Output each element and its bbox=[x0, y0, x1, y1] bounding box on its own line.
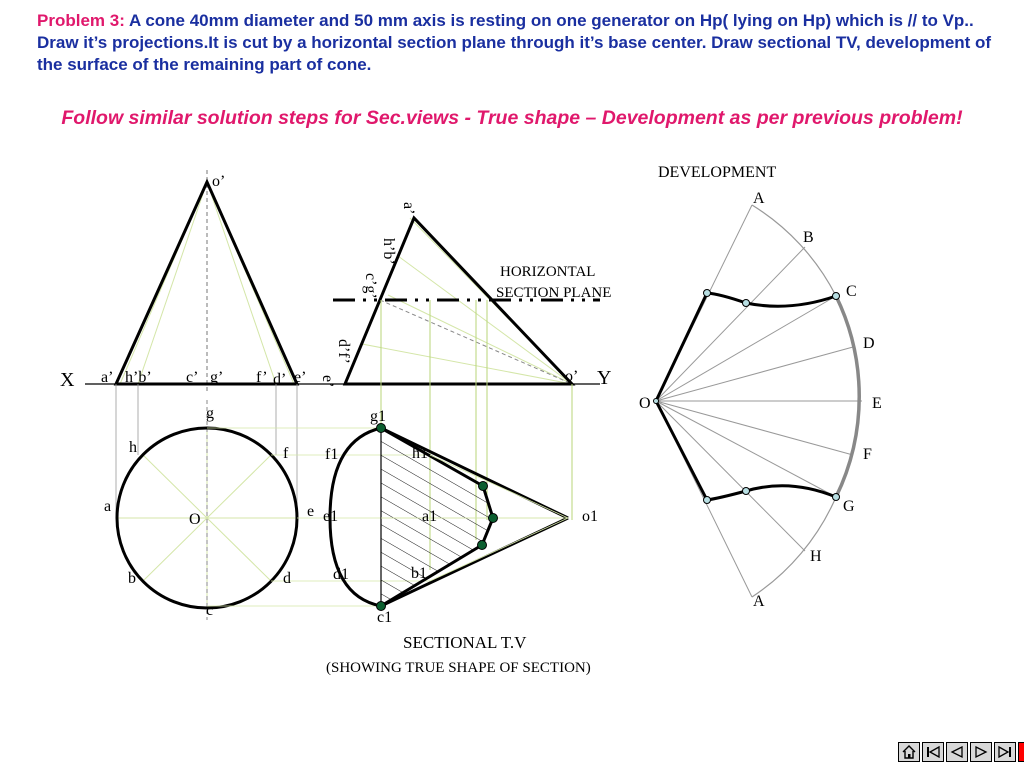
dev-label-B: B bbox=[803, 229, 814, 246]
label-apex: o’ bbox=[212, 173, 226, 190]
tv-label-d: d bbox=[283, 570, 291, 587]
label-hb: h’b’ bbox=[125, 369, 152, 386]
development-view bbox=[654, 205, 863, 597]
tilt-label-apex: o’ bbox=[565, 368, 579, 385]
home-button[interactable] bbox=[898, 742, 920, 762]
label-e: e’ bbox=[294, 369, 307, 386]
dev-label-D: D bbox=[863, 335, 875, 352]
problem-text: A cone 40mm diameter and 50 mm axis is resting on one generator on Hp( lying on Hp) which is // to Vp.. Draw it’s projections.It is cut by a horizontal section plane through it’s base center. Draw sectional TV, development of the surface of the remaining part of cone. bbox=[37, 11, 992, 74]
section-plane-label-line2: SECTION PLANE bbox=[496, 285, 612, 301]
tilt-label-cg: c’g’ bbox=[362, 273, 379, 299]
stv-label-h1: h1 bbox=[412, 445, 428, 462]
dev-label-H: H bbox=[810, 548, 822, 565]
dev-label-G: G bbox=[843, 498, 855, 515]
dev-label-C: C bbox=[846, 283, 857, 300]
label-c: c’ bbox=[186, 369, 199, 386]
section-plane-label-line1: HORIZONTAL bbox=[500, 264, 596, 280]
first-slide-icon bbox=[925, 745, 941, 759]
label-f: f’ bbox=[256, 369, 268, 386]
generator-line bbox=[207, 182, 276, 384]
sectional-tv-subtitle: (SHOWING TRUE SHAPE OF SECTION) bbox=[326, 660, 591, 676]
tv-label-a: a bbox=[104, 498, 112, 515]
sectional-tv-title: SECTIONAL T.V bbox=[403, 633, 527, 652]
stv-label-g1: g1 bbox=[370, 408, 386, 425]
dev-label-F: F bbox=[863, 446, 872, 463]
front-view-labels bbox=[60, 173, 306, 391]
label-x: X bbox=[60, 369, 75, 391]
last-slide-icon bbox=[997, 745, 1013, 759]
dev-label-A-top: A bbox=[753, 190, 765, 207]
generator-line bbox=[138, 182, 207, 384]
stv-label-a1: a1 bbox=[422, 508, 438, 525]
dev-label-center: O bbox=[639, 395, 651, 412]
tilt-label-e: e’ bbox=[319, 375, 336, 388]
development-title: DEVELOPMENT bbox=[658, 164, 777, 181]
tilt-label-a: a’ bbox=[400, 202, 417, 215]
sectional-top-view bbox=[330, 424, 568, 611]
stv-label-f1: f1 bbox=[325, 446, 339, 463]
top-view-labels bbox=[104, 405, 314, 619]
last-slide-button[interactable] bbox=[994, 742, 1016, 762]
next-slide-icon bbox=[973, 745, 989, 759]
problem-label: Problem 3: bbox=[37, 11, 125, 30]
label-a: a’ bbox=[101, 369, 114, 386]
tv-label-b: b bbox=[128, 570, 136, 587]
tilt-label-df: d’f’ bbox=[335, 339, 352, 364]
stv-label-d1: d1 bbox=[333, 566, 349, 583]
development-labels bbox=[639, 164, 882, 610]
stv-label-o1: o1 bbox=[582, 508, 598, 525]
end-show-button[interactable] bbox=[1018, 742, 1024, 762]
stv-label-e1: e1 bbox=[323, 508, 339, 525]
previous-slide-icon bbox=[949, 745, 965, 759]
tv-label-f: f bbox=[283, 445, 289, 462]
label-d: d’ bbox=[273, 371, 287, 388]
tv-label-c: c bbox=[206, 602, 214, 619]
home-icon bbox=[901, 745, 917, 759]
previous-slide-button[interactable] bbox=[946, 742, 968, 762]
tv-label-e: e bbox=[307, 503, 315, 520]
first-slide-button[interactable] bbox=[922, 742, 944, 762]
label-y: Y bbox=[597, 367, 612, 389]
stv-label-c1: c1 bbox=[377, 609, 393, 626]
stv-label-b1: b1 bbox=[411, 565, 427, 582]
tv-label-h: h bbox=[129, 439, 137, 456]
next-slide-button[interactable] bbox=[970, 742, 992, 762]
tilt-label-hb: h’b’ bbox=[380, 238, 397, 265]
dev-label-E: E bbox=[872, 395, 882, 412]
label-g: g’ bbox=[210, 369, 224, 386]
tv-label-g: g bbox=[206, 405, 214, 422]
dev-label-A-bottom: A bbox=[753, 593, 765, 610]
section-plane-label bbox=[496, 264, 611, 301]
slide-navigation bbox=[898, 742, 1024, 762]
instruction-text: Follow similar solution steps for Sec.views - True shape – Development as per previous problem! bbox=[61, 107, 963, 129]
tv-label-center: O bbox=[189, 511, 201, 528]
